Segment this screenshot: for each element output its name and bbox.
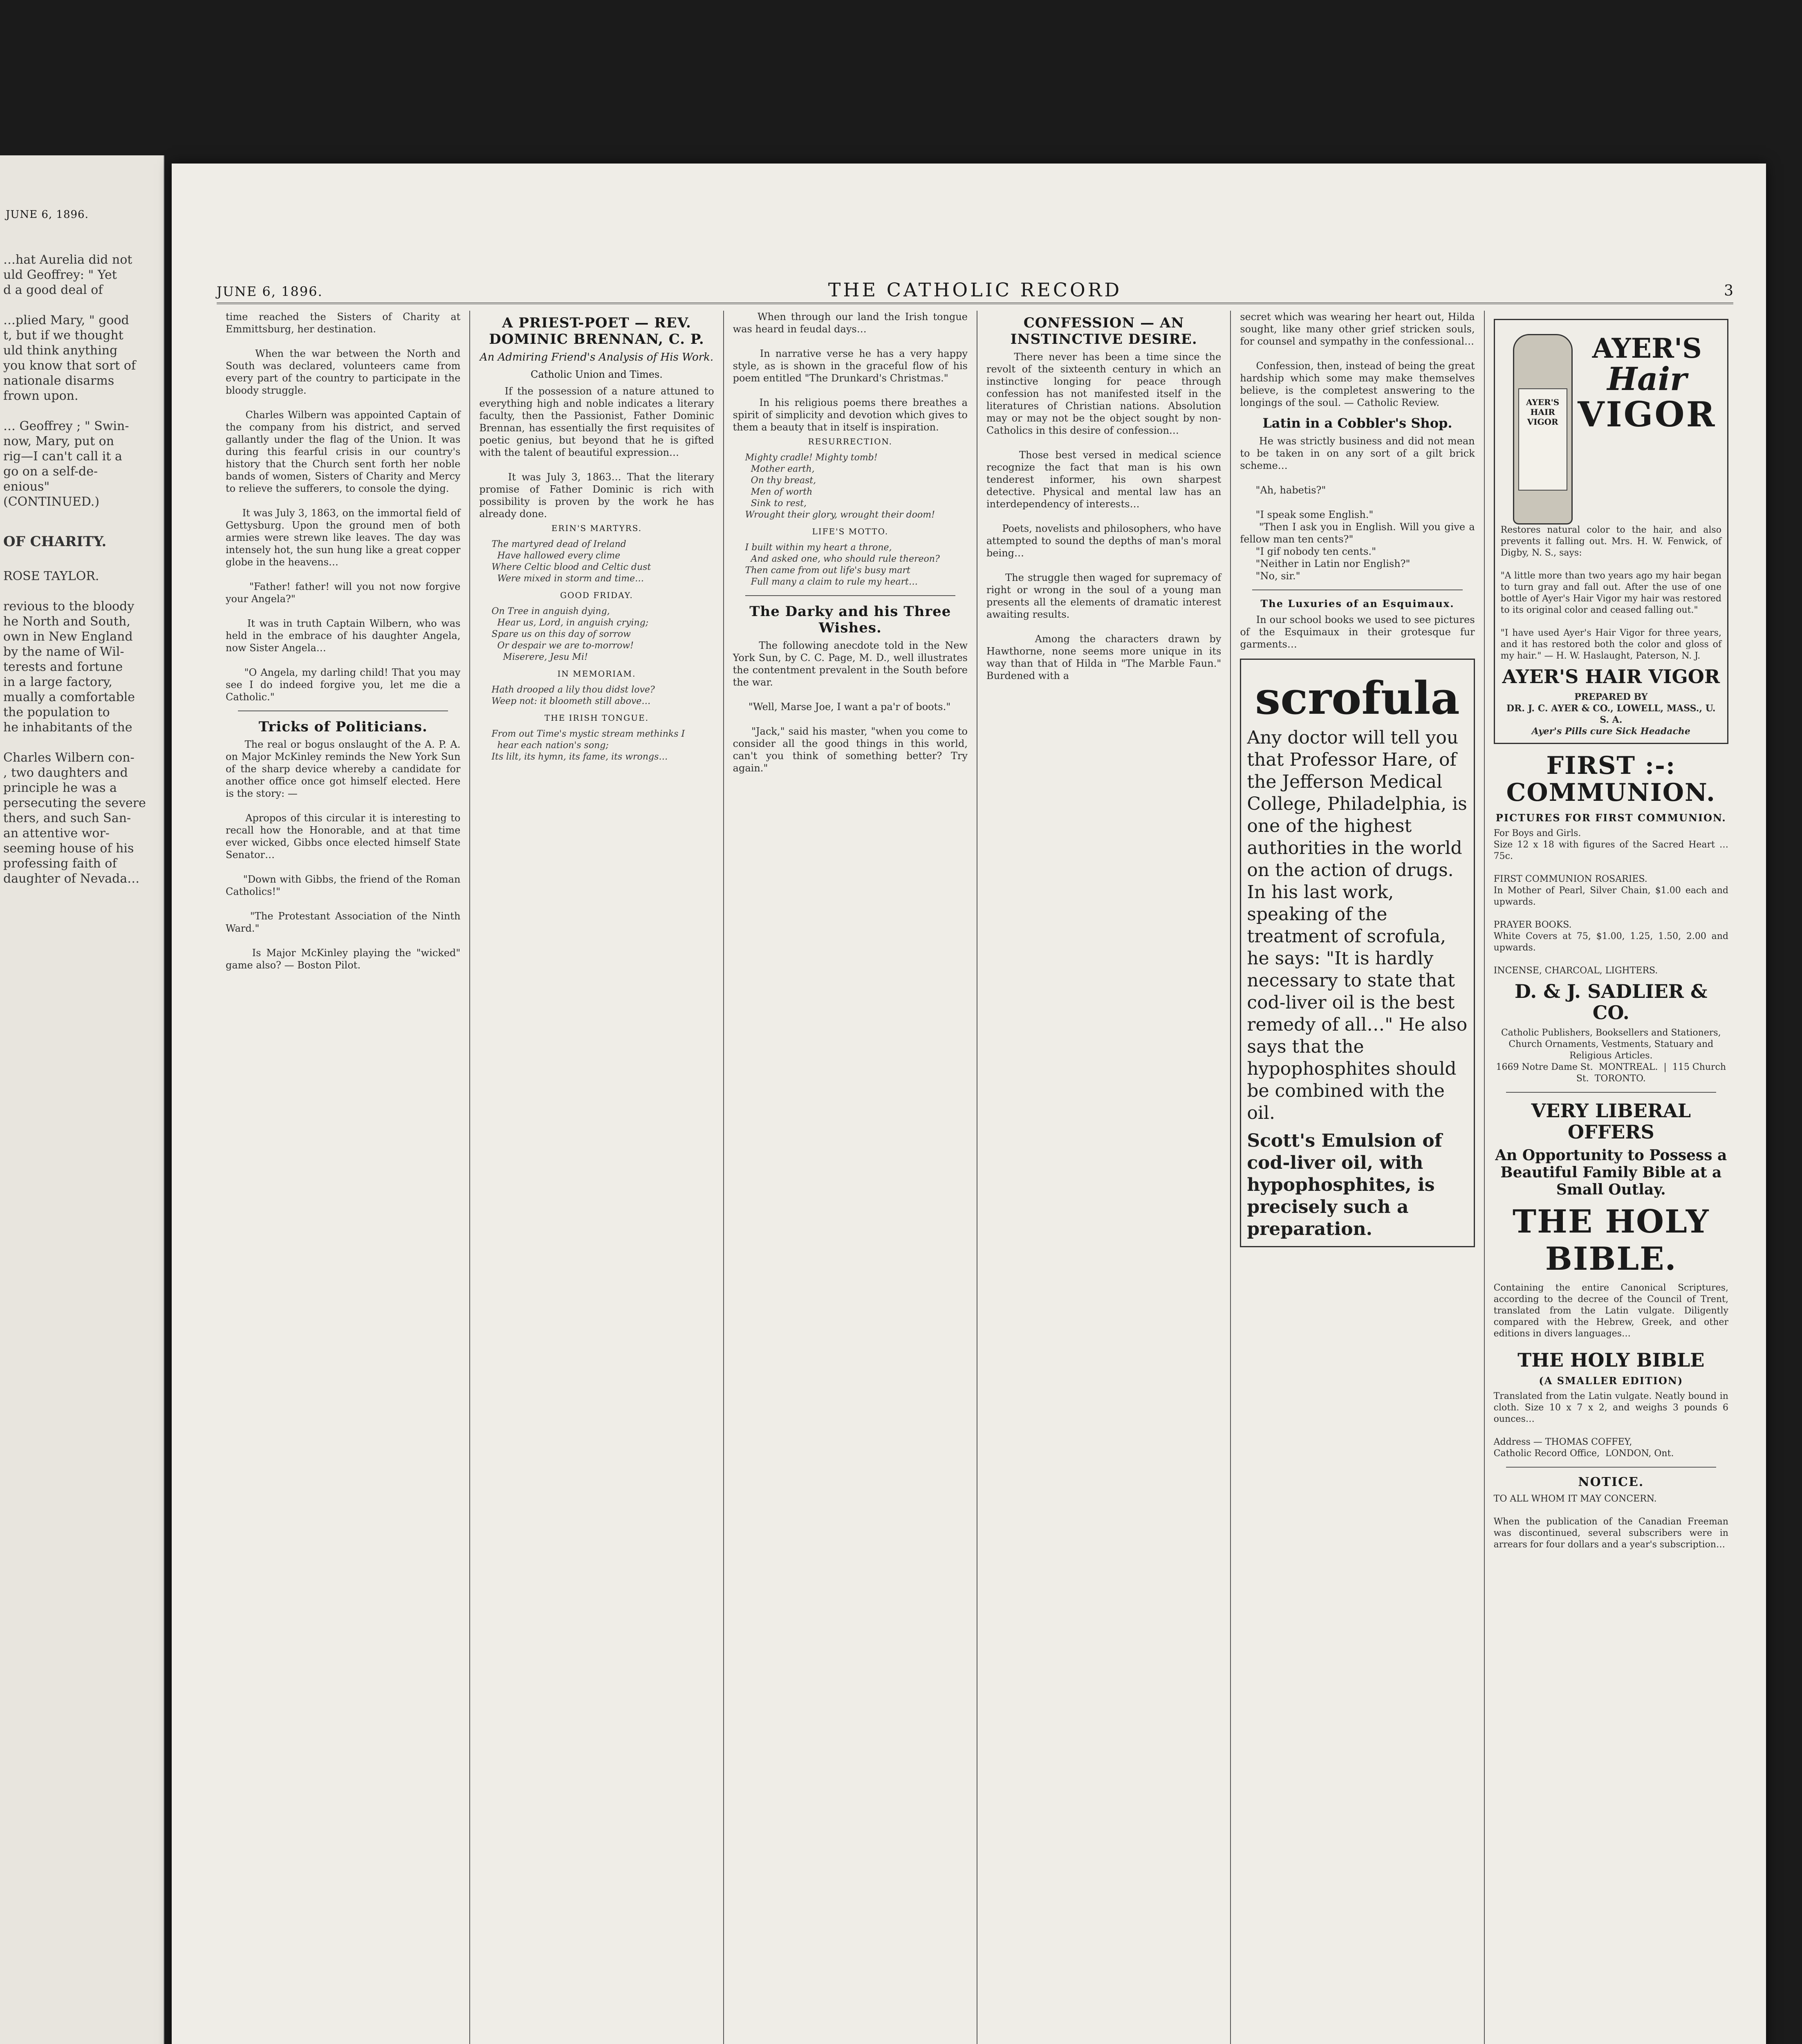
poem-title: ERIN'S MARTYRS. xyxy=(551,523,642,533)
ayers-testimonials: Restores natural color to the hair, and also prevents it falling out. Mrs. H. W. Fenwick, of Digby, N. S., says: "A little more than two years ago my hair began to turn gray and fall out. After the use of one bottle of Ayer's Hair Vigor my hair was restored to its original color and ceased falling out." "I have used Ayer's Hair Vigor for three years, and it has restored both the color and gloss of my hair." — H. W. Haslaught, Paterson, N. J. xyxy=(1500,525,1721,661)
column-5 xyxy=(1231,311,1484,2044)
column-6-ads xyxy=(1485,311,1737,2044)
ayers-pills-line: Ayer's Pills cure Sick Headache xyxy=(1531,726,1690,737)
poem-erins-martyrs: The martyred dead of Ireland Have hallowed every clime Where Celtic blood and Celtic dust Were mixed in storm and time… xyxy=(491,539,651,584)
previous-page-body: revious to the bloody he North and South, own in New England by the name of Wil- terests and fortune in a large factory, mually a comfortable the population to he inhabitants of the Charles Wilbern con- , two daughters and principle he was a persecuting the severe thers, and such San- an attentive wor- seeming house of his professing faith of daughter of Nevada… xyxy=(3,599,146,886)
poem-title: IN MEMORIAM. xyxy=(557,669,636,679)
divider xyxy=(238,710,448,711)
smaller-edition-label: (A SMALLER EDITION) xyxy=(1539,1375,1683,1387)
ayers-hair-vigor-ad xyxy=(1494,319,1728,744)
poem-title: LIFE'S MOTTO. xyxy=(812,527,889,536)
bottle-label: AYER'S HAIR VIGOR xyxy=(1518,388,1567,491)
vigor-heading: VIGOR xyxy=(1578,394,1717,435)
darky-body: The following anecdote told in the New York Sun, by C. C. Page, M. D., well illustrates the contentment prevalent in the South before the war. "Well, Marse Joe, I want a pa'r of boots." "Jack," said his master, "when you come to consider all the good things in this world, can't you think of something better? Try again." xyxy=(733,640,968,774)
divider xyxy=(1506,1467,1716,1468)
smaller-edition-body: Translated from the Latin vulgate. Neatly bound in cloth. Size 10 x 7 x 2, and weighs 3 pounds 6 ounces… Address — THOMAS COFFEY, Catholic Record Office, LONDON, Ont. xyxy=(1493,1391,1728,1459)
poem-title: RESURRECTION. xyxy=(808,437,893,446)
page-number: 3 xyxy=(1724,282,1733,299)
page-date: JUNE 6, 1896. xyxy=(217,284,323,299)
holy-bible-heading: THE HOLY BIBLE. xyxy=(1513,1203,1710,1278)
first-communion-heading: FIRST :-: COMMUNION. xyxy=(1506,751,1716,807)
esquimaux-heading: The Luxuries of an Esquimaux. xyxy=(1260,598,1455,610)
liberal-offers-subheading: An Opportunity to Possess a Beautiful Family Bible at a Small Outlay. xyxy=(1495,1147,1727,1198)
scrofula-headline: scrofula xyxy=(1255,672,1460,724)
column-1 xyxy=(217,311,470,2044)
column-grid xyxy=(217,311,1737,2044)
newspaper-page xyxy=(172,164,1766,2044)
esquimaux-body: In our school books we used to see pictures of the Esquimaux in their grotesque fur garments… xyxy=(1240,614,1478,650)
scotts-emulsion-tagline: Scott's Emulsion of cod-liver oil, with hypophosphites, is precisely such a preparation. xyxy=(1247,1130,1442,1239)
poem-lifes-motto: I built within my heart a throne, And asked one, who should rule thereon? Then came from out life's busy mart Full many a claim to rule my heart… xyxy=(745,542,940,587)
hair-vigor-bottle-illustration xyxy=(1513,334,1573,524)
confession-continued: secret which was wearing her heart out, Hilda sought, like many other grief stricken souls, for counsel and sympathy in the confessional… Confession, then, instead of being the great hardship which some may make themselves believe, is the completest answering to the longings of the soul. — Catholic Review. xyxy=(1240,311,1475,408)
tricks-heading: Tricks of Politicians. xyxy=(258,719,428,735)
divider xyxy=(1506,1092,1716,1093)
ayers-heading: AYER'S xyxy=(1592,332,1702,364)
column-2 xyxy=(470,311,724,2044)
previous-page-fragment-text: …hat Aurelia did not uld Geoffrey: " Yet d a good deal of …plied Mary, " good t, but if we thought uld think anything you know that sort of nationale disarms frown upon. … Geoffrey ; " Swin- now, Mary, put on rig—I can't call it a go on a self-de- enious" (CONTINUED.) xyxy=(3,253,136,509)
column-3 xyxy=(724,311,977,2044)
poem-irish-tongue: From out Time's mystic stream methinks I hear each nation's song; Its lilt, its hymn, its fame, its wrongs… xyxy=(491,729,685,762)
previous-page-heading: OF CHARITY. xyxy=(3,533,107,550)
holy-bible-smaller-heading: THE HOLY BIBLE xyxy=(1517,1349,1705,1371)
liberal-offers-heading: VERY LIBERAL OFFERS xyxy=(1531,1100,1691,1143)
previous-page-author: ROSE TAYLOR. xyxy=(3,569,99,583)
running-head xyxy=(217,270,1733,304)
communion-list: For Boys and Girls. Size 12 x 18 with figures of the Sacred Heart … 75c. FIRST COMMUNION ROSARIES. In Mother of Pearl, Silver Chain, $1.00 each and upwards. PRAYER BOOKS. White Covers at 75, $1.00, 1.25, 1.50, 2.00 and upwards. INCENSE, CHARCOAL, LIGHTERS. xyxy=(1493,828,1728,976)
poem-resurrection: Mighty cradle! Mighty tomb! Mother earth, On thy breast, Men of worth Sink to rest, Wrought their glory, wrought their doom! xyxy=(745,453,935,520)
latin-cobbler-body: He was strictly business and did not mean to be taken in on any sort of a gilt brick scheme… "Ah, habetis?" "I speak some English." "Then I ask you in English. Will you give a fellow man ten cents?" "I gif nobody ten cents." "Neither in Latin nor English?" "No, sir." xyxy=(1240,435,1475,582)
divider xyxy=(1252,589,1462,590)
priest-poet-source: Catholic Union and Times. xyxy=(531,369,663,380)
poem-title: THE IRISH TONGUE. xyxy=(544,713,649,723)
poem-in-memoriam: Hath drooped a lily thou didst love? Weep not: it bloometh still above… xyxy=(491,685,655,706)
notice-body: TO ALL WHOM IT MAY CONCERN. When the publication of the Canadian Freeman was discontinued, several subscribers were in arrears for four dollars and a year's subscription… xyxy=(1493,1494,1728,1550)
sadlier-body: Catholic Publishers, Booksellers and Stationers, Church Ornaments, Vestments, Statuary and Religious Articles. 1669 Notre Dame St. MONTREAL. | 115 Church St. TORONTO. xyxy=(1496,1028,1726,1084)
priest-poet-body: If the possession of a nature attuned to everything high and noble indicates a literary faculty, then the Passionist, Father Dominic Brennan, has essentially the first requisites of poetic genius, but beyond that he is gifted with the talent of beautiful expression… It was July 3, 1863… That the literary promise of Father Dominic is rich with possibility is proven by the work he has already done. xyxy=(479,385,714,520)
sadlier-heading: D. & J. SADLIER & CO. xyxy=(1515,980,1708,1024)
ayers-maker: PREPARED BY DR. J. C. AYER & CO., LOWELL, MASS., U. S. A. xyxy=(1506,692,1716,725)
latin-cobbler-heading: Latin in a Cobbler's Shop. xyxy=(1262,415,1452,431)
newspaper-title: THE CATHOLIC RECORD xyxy=(828,279,1122,301)
priest-poet-continued: When through our land the Irish tongue was heard in feudal days… In narrative verse he has a very happy style, as is shown in the graceful flow of his poem entitled "The Drunkard's Christmas." In his religious poems there breathes a spirit of simplicity and devotion which gives to them a beauty that in itself is inspiration. xyxy=(733,311,968,433)
previous-page-fragment xyxy=(0,155,164,2044)
communion-pictures-heading: PICTURES FOR FIRST COMMUNION. xyxy=(1495,812,1726,824)
notice-heading: NOTICE. xyxy=(1578,1475,1644,1489)
previous-page-date: JUNE 6, 1896. xyxy=(6,208,89,221)
confession-body: There never has been a time since the revolt of the sixteenth century in which an instinctive longing for peace through confession has not manifested itself in the literatures of Christian nations. Absolution may or may not be the object sought by non-Catholics in this desire of confession… Those best versed in medical science recognize the fact that man is his own tenderest informer, his own sharpest detective. Physical and mental law has an interdependency of interests… Poets, novelists and philosophers, who have attempted to sound the depths of man's moral being… The struggle then waged for supremacy of right or wrong in the soul of a young man presents all the elements of dramatic interest awaiting results. Among the characters drawn by Hawthorne, none seems more unique in its way than that of Hilda in "The Marble Faun." Burdened with a xyxy=(986,351,1222,681)
tricks-body: The real or bogus onslaught of the A. P. A. on Major McKinley reminds the New York Sun of the sharp device whereby a candidate for another office once got himself elected. Here is the story: — Apropos of this circular it is interesting to recall how the Honorable, and at that time ever wicked, Gibbs once elected himself State Senator… "Down with Gibbs, the friend of the Roman Catholics!" "The Protestant Association of the Ninth Ward." Is Major McKinley playing the "wicked" game also? — Boston Pilot. xyxy=(226,739,461,971)
holy-bible-body: Containing the entire Canonical Scriptures, according to the decree of the Council of Trent, translated from the Latin vulgate. Diligently compared with the Hebrew, Greek, and other editions in divers languages… xyxy=(1493,1283,1728,1339)
poem-good-friday: On Tree in anguish dying, Hear us, Lord, in anguish crying; Spare us on this day of sorrow Or despair we are to-morrow! Miserere, Jesu Mi! xyxy=(491,606,649,662)
previous-page-text xyxy=(3,237,159,901)
scrofula-body: Any doctor will tell you that Professor Hare, of the Jefferson Medical College, Philadelphia, is one of the highest authorities in the world on the action of drugs. In his last work, speaking of the treatment of scrofula, he says: "It is hardly necessary to state that cod-liver oil is the best remedy of all…" He also says that the hypophosphites should be combined with the oil. xyxy=(1247,727,1468,1123)
divider xyxy=(745,595,955,596)
confession-heading: CONFESSION — AN INSTINCTIVE DESIRE. xyxy=(1010,315,1197,347)
priest-poet-heading: A PRIEST-POET — REV. DOMINIC BRENNAN, C. P. xyxy=(489,315,704,347)
column-4 xyxy=(977,311,1231,2044)
darky-heading: The Darky and his Three Wishes. xyxy=(749,603,951,636)
ayers-product-name: AYER'S HAIR VIGOR xyxy=(1502,666,1720,688)
charity-story-continued: time reached the Sisters of Charity at Emmittsburg, her destination. When the war between the North and South was declared, volunteers came from every part of the country to participate in the bloody struggle. Charles Wilbern was appointed Captain of the company from his district, and served gallantly under the flag of the Union. It was during this fearful crisis in our country's history that the Church sent forth her noble bands of women, Sisters of Charity and Mercy to relieve the sufferers, to console the dying. It was July 3, 1863, on the immortal field of Gettysburg. Upon the ground men of both armies were strewn like leaves. The day was intensely hot, the sun hung like a great copper globe in the heavens… "Father! father! will you not now forgive your Angela?" It was in truth Captain Wilbern, who was held in the embrace of his daughter Angela, now Sister Angela… "O Angela, my darling child! That you may see I do indeed forgive you, let me die a Catholic." xyxy=(226,311,461,703)
hair-heading: Hair xyxy=(1607,361,1687,398)
priest-poet-subhead: An Admiring Friend's Analysis of His Work. xyxy=(480,351,714,363)
scrofula-advertisement xyxy=(1240,659,1475,1247)
poem-title: GOOD FRIDAY. xyxy=(560,590,633,600)
